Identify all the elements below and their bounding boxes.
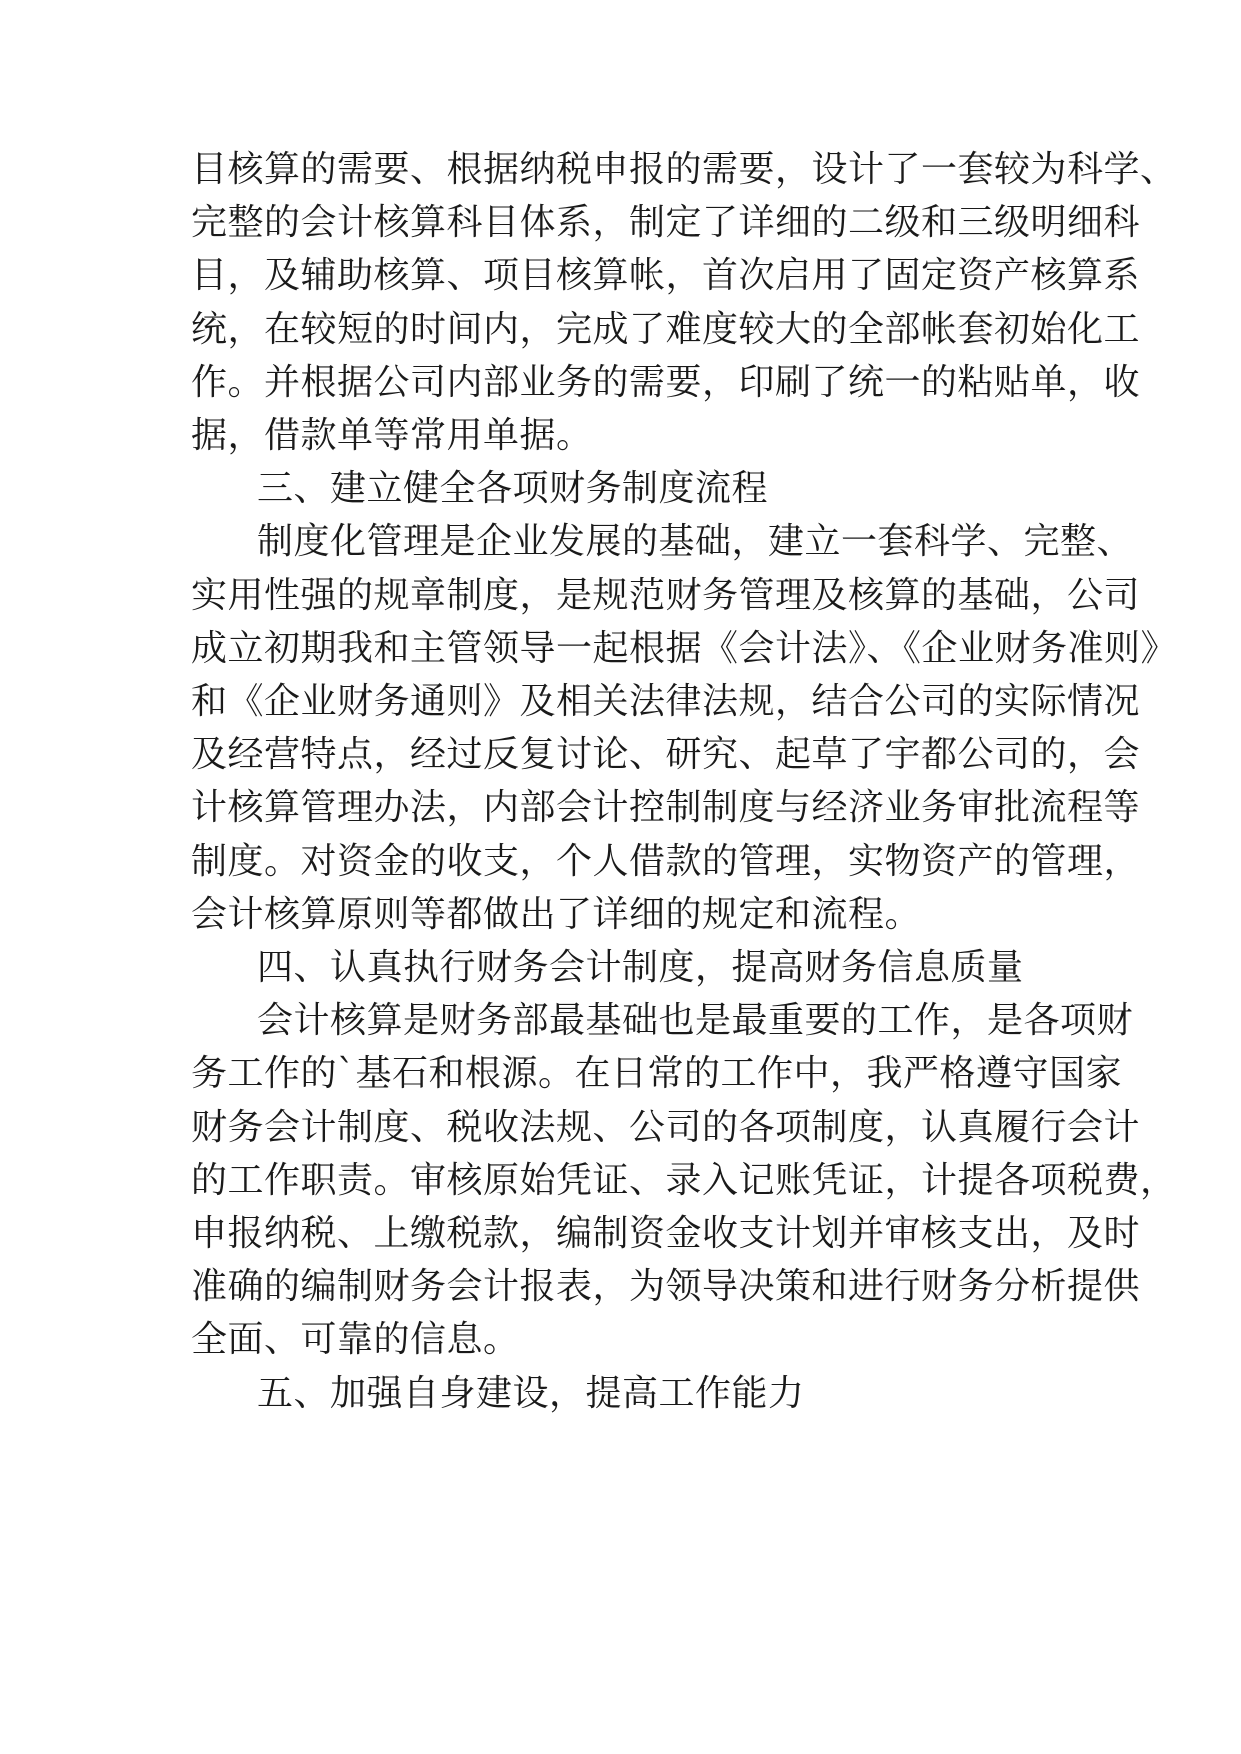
text-line: 制度。对资金的收支，个人借款的管理，实物资产的管理，	[191, 841, 1141, 882]
text-line: 会计核算是财务部最基础也是最重要的工作，是各项财	[257, 1000, 1134, 1041]
text-line: 据，借款单等常用单据。	[191, 415, 593, 456]
section-heading: 五、加强自身建设，提高工作能力	[257, 1373, 805, 1414]
text-line: 准确的编制财务会计报表，为领导决策和进行财务分析提供	[191, 1266, 1141, 1307]
text-line: 目核算的需要、根据纳税申报的需要，设计了一套较为科学、	[191, 149, 1177, 190]
text-line: 务工作的`基石和根源。在日常的工作中，我严格遵守国家	[191, 1053, 1123, 1094]
text-line: 实用性强的规章制度，是规范财务管理及核算的基础，公司	[191, 575, 1141, 616]
text-line: 成立初期我和主管领导一起根据《会计法》、《企业财务准则》	[191, 628, 1178, 669]
text-line: 和《企业财务通则》及相关法律法规，结合公司的实际情况	[191, 681, 1141, 722]
text-line: 及经营特点，经过反复讨论、研究、起草了宇都公司的，会	[191, 734, 1141, 775]
text-line: 申报纳税、上缴税款，编制资金收支计划并审核支出，及时	[191, 1213, 1141, 1254]
text-line: 完整的会计核算科目体系，制定了详细的二级和三级明细科	[191, 202, 1141, 243]
section-heading: 四、认真执行财务会计制度，提高财务信息质量	[257, 947, 1024, 988]
text-line: 会计核算原则等都做出了详细的规定和流程。	[191, 894, 922, 935]
section-heading: 三、建立健全各项财务制度流程	[257, 468, 769, 509]
text-line: 目，及辅助核算、项目核算帐，首次启用了固定资产核算系	[191, 255, 1141, 296]
text-line: 作。并根据公司内部业务的需要，印刷了统一的粘贴单，收	[191, 362, 1141, 403]
text-line: 制度化管理是企业发展的基础，建立一套科学、完整、	[257, 521, 1134, 562]
text-line: 财务会计制度、税收法规、公司的各项制度，认真履行会计	[191, 1107, 1141, 1148]
text-line: 的工作职责。审核原始凭证、录入记账凭证，计提各项税费，	[191, 1160, 1177, 1201]
text-line: 计核算管理办法，内部会计控制制度与经济业务审批流程等	[191, 787, 1141, 828]
text-line: 统，在较短的时间内，完成了难度较大的全部帐套初始化工	[191, 309, 1141, 350]
text-line: 全面、可靠的信息。	[191, 1319, 520, 1360]
